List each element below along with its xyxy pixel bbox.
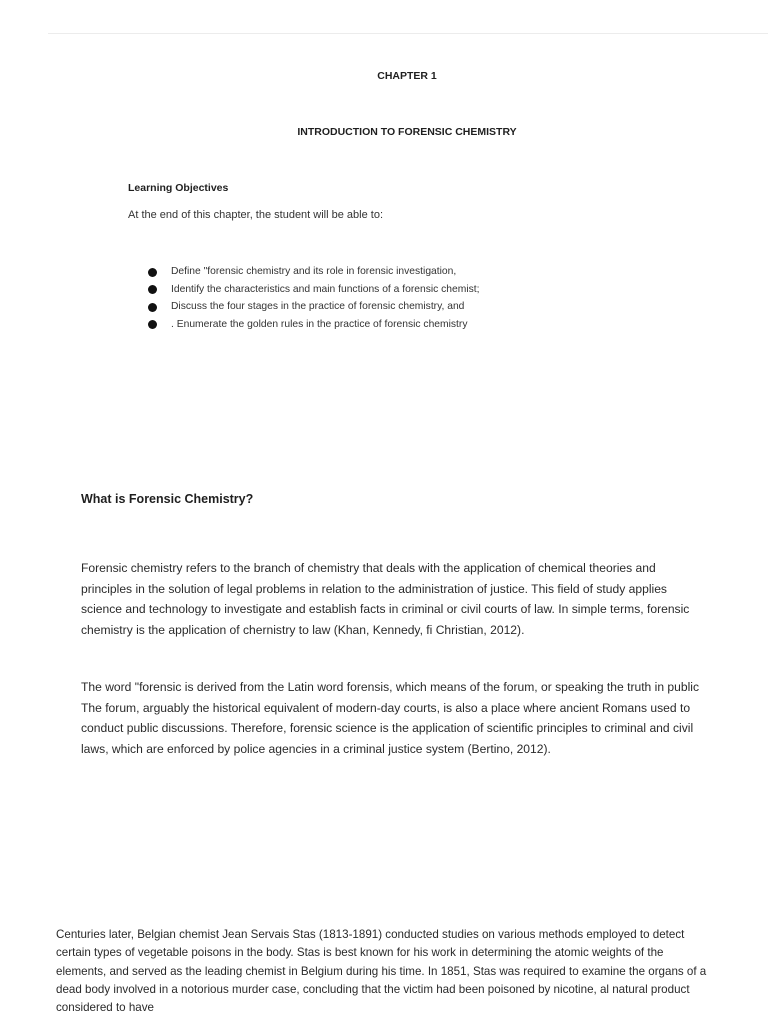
chapter-title: INTRODUCTION TO FORENSIC CHEMISTRY — [297, 126, 517, 138]
chapter-label: CHAPTER 1 — [377, 70, 437, 82]
objective-item — [148, 298, 479, 316]
objective-text: Identify the characteristics and main functions of a forensic chemist; — [171, 283, 480, 295]
objective-text: . Enumerate the golden rules in the practice of forensic chemistry — [171, 318, 468, 330]
section-heading: What is Forensic Chemistry? — [81, 492, 254, 506]
paragraph-definition: Forensic chemistry refers to the branch of chemistry that deals with the application of chemical theories and principles in the solution of legal problems in relation to the administration of justice. This field of study applies science and technology to investigate and establish facts in criminal or civil courts of law. In simple terms, forensic chemistry is the application of chernistry to law (Khan, Kennedy, fi Christian, 2012). — [81, 561, 690, 638]
paragraph-etymology: The word "forensic is derived from the Latin word forensis, which means of the forum, or speaking the truth in public The forum, arguably the historical equivalent of modern-day courts, is also a place where ancient Romans used to conduct public discussions. Therefore, forensic science is the application of scientific principles to criminal and civil laws, which are enforced by police agencies in a criminal justice system (Bertino, 2012). — [81, 680, 700, 757]
bullet-icon — [148, 320, 157, 329]
objective-item — [148, 316, 479, 334]
objective-text: Define "forensic chemistry and its role in forensic investigation, — [171, 266, 457, 277]
objective-item — [148, 281, 479, 299]
paragraph-history: Centuries later, Belgian chemist Jean Servais Stas (1813-1891) conducted studies on various methods employed to detect certain types of vegetable poisons in the body. Stas is best known for his work in determining the atomic weights of the elements, and served as the leading chemist in Belgium during his time. In 1851, Stas was required to examine the organs of a dead body involved in a notorious murder case, concluding that the victim had been poisoned by nicotine, al natural product considered to have — [56, 928, 707, 1015]
bullet-icon — [148, 268, 157, 277]
learning-objectives-heading: Learning Objectives — [128, 182, 229, 194]
bullet-icon — [148, 303, 157, 312]
learning-objectives-list — [148, 263, 479, 333]
objective-item — [148, 263, 479, 281]
bullet-icon — [148, 285, 157, 294]
objective-text: Discuss the four stages in the practice of forensic chemistry, and — [171, 301, 465, 312]
page-divider — [48, 33, 768, 34]
learning-objectives-intro: At the end of this chapter, the student will be able to: — [128, 209, 383, 221]
